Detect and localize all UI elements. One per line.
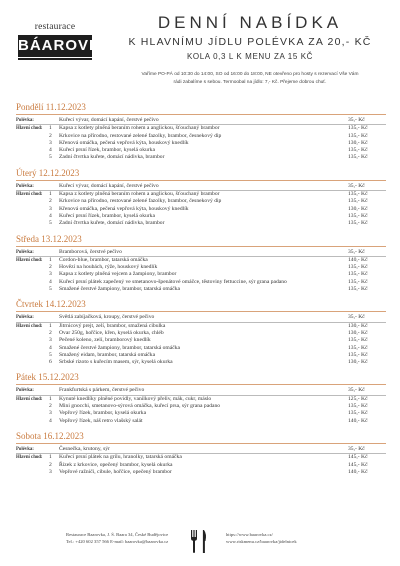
logo-main-text: BÁAROVKA <box>18 35 92 57</box>
dish-price: 135,- Kč <box>348 132 368 139</box>
dish-row <box>16 403 386 410</box>
row-label <box>16 418 49 425</box>
dish-row <box>16 198 386 205</box>
dish-row <box>16 220 386 227</box>
menu-link[interactable]: www.riskmenu.cz/baarovka/jidelnicek <box>226 539 297 544</box>
row-label: Polévka: <box>16 446 34 452</box>
row-label <box>16 410 49 417</box>
dish-name: Krkovice na přírodno, restované zelené fazolky, brambor, česnekový dip <box>59 198 222 205</box>
row-label <box>16 271 49 278</box>
row-label <box>16 198 49 205</box>
row-label: Hlavní chod: <box>16 126 43 132</box>
dish-name: Krkovice na přírodno, restované zelené fazolky, brambor, česnekový dip <box>59 132 222 139</box>
dish-name: Kapsa z kotlety plněná beraním rohem a anglickou, šťouchaný brambor <box>59 125 220 132</box>
dish-price: 140,- Kč <box>348 468 368 475</box>
dish-name: Srbské rizoto s kuřecím masem, sýr, kyselá okurka <box>59 359 173 366</box>
day-title: Sobota 16.12.2023 <box>16 431 386 444</box>
dish-name: Vepřový řízek, brambor, kyselá okurka <box>59 410 147 417</box>
dish-row <box>16 286 386 293</box>
cutlery-icon <box>187 529 211 555</box>
row-label <box>16 264 49 271</box>
menu-day <box>16 372 386 424</box>
dish-price: 135,- Kč <box>348 278 368 285</box>
footer-contact <box>66 531 176 545</box>
dish-name: Křenová omáčka, pečená vepřová kýta, houskový knedlík <box>59 139 189 146</box>
dish-row <box>16 352 386 359</box>
soup-row <box>16 117 386 124</box>
row-label <box>16 286 49 293</box>
dish-price: 145,- Kč <box>348 454 368 461</box>
dish-row <box>16 410 386 417</box>
dish-name: Kuřecí prsní plátek zapečený ve smetanovo-špenátové omáčce, těstoviny fettuccine, sýr grana padano <box>59 278 287 285</box>
day-title: Středa 13.12.2023 <box>16 234 386 247</box>
row-label <box>16 403 49 410</box>
opening-info <box>110 71 390 87</box>
dish-number <box>49 314 59 321</box>
dish-number: 4 <box>49 278 52 285</box>
row-label <box>16 154 49 161</box>
dish-name: Smažený eidam, brambor, tatarská omáčka <box>59 351 156 358</box>
dish-row <box>16 140 386 147</box>
dish-row <box>16 154 386 161</box>
dish-number: 3 <box>49 337 52 344</box>
dish-price: 35,- Kč <box>348 387 365 394</box>
dish-name: Jitrnicový prejt, zelí, brambor, smažená cibulka <box>59 322 166 329</box>
dish-row <box>16 133 386 140</box>
dish-number: 2 <box>49 264 52 271</box>
row-label: Hlavní chod: <box>16 257 43 263</box>
dish-row <box>16 345 386 352</box>
row-label: Polévka: <box>16 249 34 255</box>
restaurant-logo <box>14 22 113 72</box>
dish-row <box>16 462 386 469</box>
dish-row <box>16 264 386 271</box>
dish-price: 140,- Kč <box>348 256 368 263</box>
dish-price: 130,- Kč <box>348 205 368 212</box>
dish-number: 6 <box>49 359 52 366</box>
dish-row <box>16 279 386 286</box>
dish-number <box>49 387 59 394</box>
dish-name: Česnečka, krutony, sýr <box>59 445 110 452</box>
footer-links <box>226 531 346 545</box>
row-label: Hlavní chod: <box>16 192 43 198</box>
row-label <box>16 330 49 337</box>
dish-row <box>16 124 386 132</box>
menu-day <box>16 299 386 366</box>
row-label <box>16 147 49 154</box>
row-label <box>16 206 49 213</box>
dish-row <box>16 213 386 220</box>
row-label <box>16 462 49 469</box>
dish-row <box>16 322 386 330</box>
dish-price: 35,- Kč <box>348 248 365 255</box>
dish-name: Cordon-blue, brambor, tatarská omáčka <box>59 256 148 263</box>
dish-number: 5 <box>49 286 52 293</box>
page-title: DENNÍ NABÍDKA <box>157 13 343 32</box>
footer <box>0 527 400 562</box>
soup-row <box>16 183 386 190</box>
dish-number: 2 <box>49 403 52 410</box>
dish-price: 135,- Kč <box>348 410 368 417</box>
dish-price: 145,- Kč <box>348 461 368 468</box>
dish-name: Ovar 250g, hořčice, křen, kyselá okurka, chléb <box>59 329 164 336</box>
dish-name: Hovězí na houbách, rýže, houskový knedlík <box>59 264 158 271</box>
row-label: Hlavní chod: <box>16 323 43 329</box>
dish-number: 1 <box>49 322 52 329</box>
dish-name: Křenová omáčka, pečená vepřová kýta, houskový knedlík <box>59 205 189 212</box>
soup-offer: K HLAVNÍMU JÍDLU POLÉVKA ZA 20,- KČ <box>128 36 372 48</box>
dish-name: Zadní čtvrtka kuřete, domácí nádivka, brambor <box>59 220 165 227</box>
logo-top-text: restaurace <box>34 22 76 32</box>
dish-price: 135,- Kč <box>348 212 368 219</box>
dish-number: 5 <box>49 351 52 358</box>
dish-number: 5 <box>49 220 52 227</box>
dish-price: 135,- Kč <box>348 191 368 198</box>
dish-number <box>49 117 59 124</box>
dish-number: 3 <box>49 139 52 146</box>
dish-price: 130,- Kč <box>348 322 368 329</box>
dish-row <box>16 256 386 264</box>
footer-address: Restaurace Baarovka, J. Š. Baara 34, České Budějovice <box>66 532 169 537</box>
dish-row <box>16 395 386 403</box>
dish-name: Bramborová, čerstvé pečivo <box>59 248 122 255</box>
dish-price: 135,- Kč <box>348 344 368 351</box>
row-label: Polévka: <box>16 388 34 394</box>
website-link[interactable]: https://www.baarovka.cz/ <box>226 532 273 537</box>
dish-price: 130,- Kč <box>348 139 368 146</box>
row-label: Hlavní chod: <box>16 396 43 402</box>
dish-number: 3 <box>49 468 52 475</box>
dish-price: 135,- Kč <box>348 125 368 132</box>
opening-info-line-1: Vaříme PO-PÁ od 10:30 do 14:00, SO od 16:00 do 18:00, NE otevřeno pro hosty s rezervací Vše Vám <box>141 72 359 77</box>
row-label <box>16 469 49 476</box>
dish-number: 2 <box>49 461 52 468</box>
day-title: Pátek 15.12.2023 <box>16 372 386 385</box>
soup-row <box>16 446 386 453</box>
soup-row <box>16 249 386 256</box>
dish-number: 4 <box>49 147 52 154</box>
day-title: Pondělí 11.12.2023 <box>16 102 386 115</box>
dish-price: 35,- Kč <box>348 182 365 189</box>
dish-number: 1 <box>49 256 52 263</box>
dish-name: Zadní čtvrtka kuřete, domácí nádivka, brambor <box>59 154 165 161</box>
dish-price: 35,- Kč <box>348 445 365 452</box>
dish-name: Smažené čerstvé žampiony, brambor, tatarská omáčka <box>59 286 181 293</box>
dish-name: Kapsa z kotlety plněná beraním rohem a anglickou, šťouchaný brambor <box>59 191 220 198</box>
dish-name: Kuřecí prsní plátek na grilu, hranolky, tatarská omáčka <box>59 454 182 461</box>
dish-number: 2 <box>49 198 52 205</box>
dish-price: 35,- Kč <box>348 314 365 321</box>
dish-price: 135,- Kč <box>348 198 368 205</box>
dish-name: Kuřecí vývar, domácí kapání, čerstvé pečivo <box>59 117 159 123</box>
row-label: Polévka: <box>16 118 34 123</box>
dish-number: 4 <box>49 212 52 219</box>
dish-price: 135,- Kč <box>348 154 368 161</box>
row-label: Polévka: <box>16 183 34 189</box>
header <box>0 0 400 100</box>
row-label: Hlavní chod: <box>16 455 43 461</box>
dish-number: 5 <box>49 154 52 161</box>
dish-price: 130,- Kč <box>348 329 368 336</box>
dish-row <box>16 453 386 461</box>
dish-name: Kuřecí prsní řízek, brambor, kyselá okurka <box>59 212 155 219</box>
dish-price: 35,- Kč <box>348 117 365 123</box>
dish-number: 1 <box>49 454 52 461</box>
dish-name: Řízek z krkovice, opečený brambor, kyselá okurka <box>59 461 173 468</box>
dish-number <box>49 446 59 453</box>
dish-number: 4 <box>49 344 52 351</box>
day-title: Čtvrtek 14.12.2023 <box>16 299 386 312</box>
dish-number: 1 <box>49 125 52 132</box>
dish-price: 135,- Kč <box>348 264 368 271</box>
row-label: Polévka: <box>16 315 34 321</box>
dish-price: 135,- Kč <box>348 337 368 344</box>
dish-name: Kuřecí prsní řízek, brambor, kyselá okurka <box>59 147 155 154</box>
dish-name: Mini gnocchi, smetanovo-sýrová omáčka, kuřecí prsa, sýr grana padano <box>59 403 221 410</box>
day-title: Úterý 12.12.2023 <box>16 168 386 181</box>
dish-row <box>16 337 386 344</box>
dish-price: 130,- Kč <box>348 359 368 366</box>
dish-name: Kapsa z kotlety plněná vejcem a žampiony, brambor <box>59 271 177 278</box>
dish-number: 3 <box>49 271 52 278</box>
dish-number: 4 <box>49 417 52 424</box>
dish-row <box>16 359 386 366</box>
dish-row <box>16 418 386 425</box>
logo-rule <box>18 58 92 60</box>
menu-day <box>16 431 386 476</box>
dish-price: 135,- Kč <box>348 286 368 293</box>
row-label <box>16 279 49 286</box>
dish-price: 135,- Kč <box>348 271 368 278</box>
dish-row <box>16 271 386 278</box>
soup-row <box>16 387 386 394</box>
dish-number: 2 <box>49 329 52 336</box>
soup-row <box>16 314 386 321</box>
dish-number: 3 <box>49 205 52 212</box>
dish-row <box>16 469 386 476</box>
dish-number <box>49 249 59 256</box>
dish-name: Vepřové ražniči, cibule, hořčice, opečený brambor <box>59 468 172 475</box>
dish-number: 1 <box>49 395 52 402</box>
dish-name: Kuřecí vývar, domácí kapání, čerstvé pečivo <box>59 182 159 189</box>
dish-row <box>16 330 386 337</box>
row-label <box>16 359 49 366</box>
dish-name: Frankfurtská s párkem, čerstvé pečivo <box>59 387 145 394</box>
dish-name: Smažené čerstvé žampiony, brambor, tatarská omáčka <box>59 344 181 351</box>
dish-number: 3 <box>49 410 52 417</box>
row-label <box>16 133 49 140</box>
row-label <box>16 140 49 147</box>
drink-offer: KOLA 0,3 L K MENU ZA 15 KČ <box>186 52 314 61</box>
dish-name: Pečené koleno, zelí, bramborový knedlík <box>59 337 151 344</box>
row-label <box>16 345 49 352</box>
footer-phone-email: Tel.: +420 602 357 566 E-mail: baarovka@baarovka.cz <box>66 539 169 544</box>
dish-name: Světlá zabíjačková, kroupy, čerstvé pečivo <box>59 314 155 321</box>
row-label <box>16 220 49 227</box>
dish-price: 135,- Kč <box>348 351 368 358</box>
weekly-menu <box>16 102 386 482</box>
dish-row <box>16 206 386 213</box>
dish-number <box>49 183 59 190</box>
row-label <box>16 352 49 359</box>
dish-price: 125,- Kč <box>348 395 368 402</box>
dish-price: 135,- Kč <box>348 220 368 227</box>
menu-day <box>16 102 386 162</box>
menu-day <box>16 234 386 294</box>
dish-name: Kynuté knedlíky plněné povidly, vanilkový přeliv, mák, cukr, máslo <box>59 395 212 402</box>
dish-number: 1 <box>49 191 52 198</box>
dish-row <box>16 147 386 154</box>
dish-name: Vepřový řízek, náš retro vlašský salát <box>59 417 143 424</box>
dish-price: 135,- Kč <box>348 403 368 410</box>
row-label <box>16 213 49 220</box>
opening-info-line-2: rádi zabalíme s sebou. Termoobal na jídlo: 7,- Kč. Přejeme dobrou chuť. <box>173 80 327 85</box>
dish-price: 135,- Kč <box>348 147 368 154</box>
dish-number: 2 <box>49 132 52 139</box>
dish-price: 140,- Kč <box>348 417 368 424</box>
row-label <box>16 337 49 344</box>
menu-day <box>16 168 386 228</box>
